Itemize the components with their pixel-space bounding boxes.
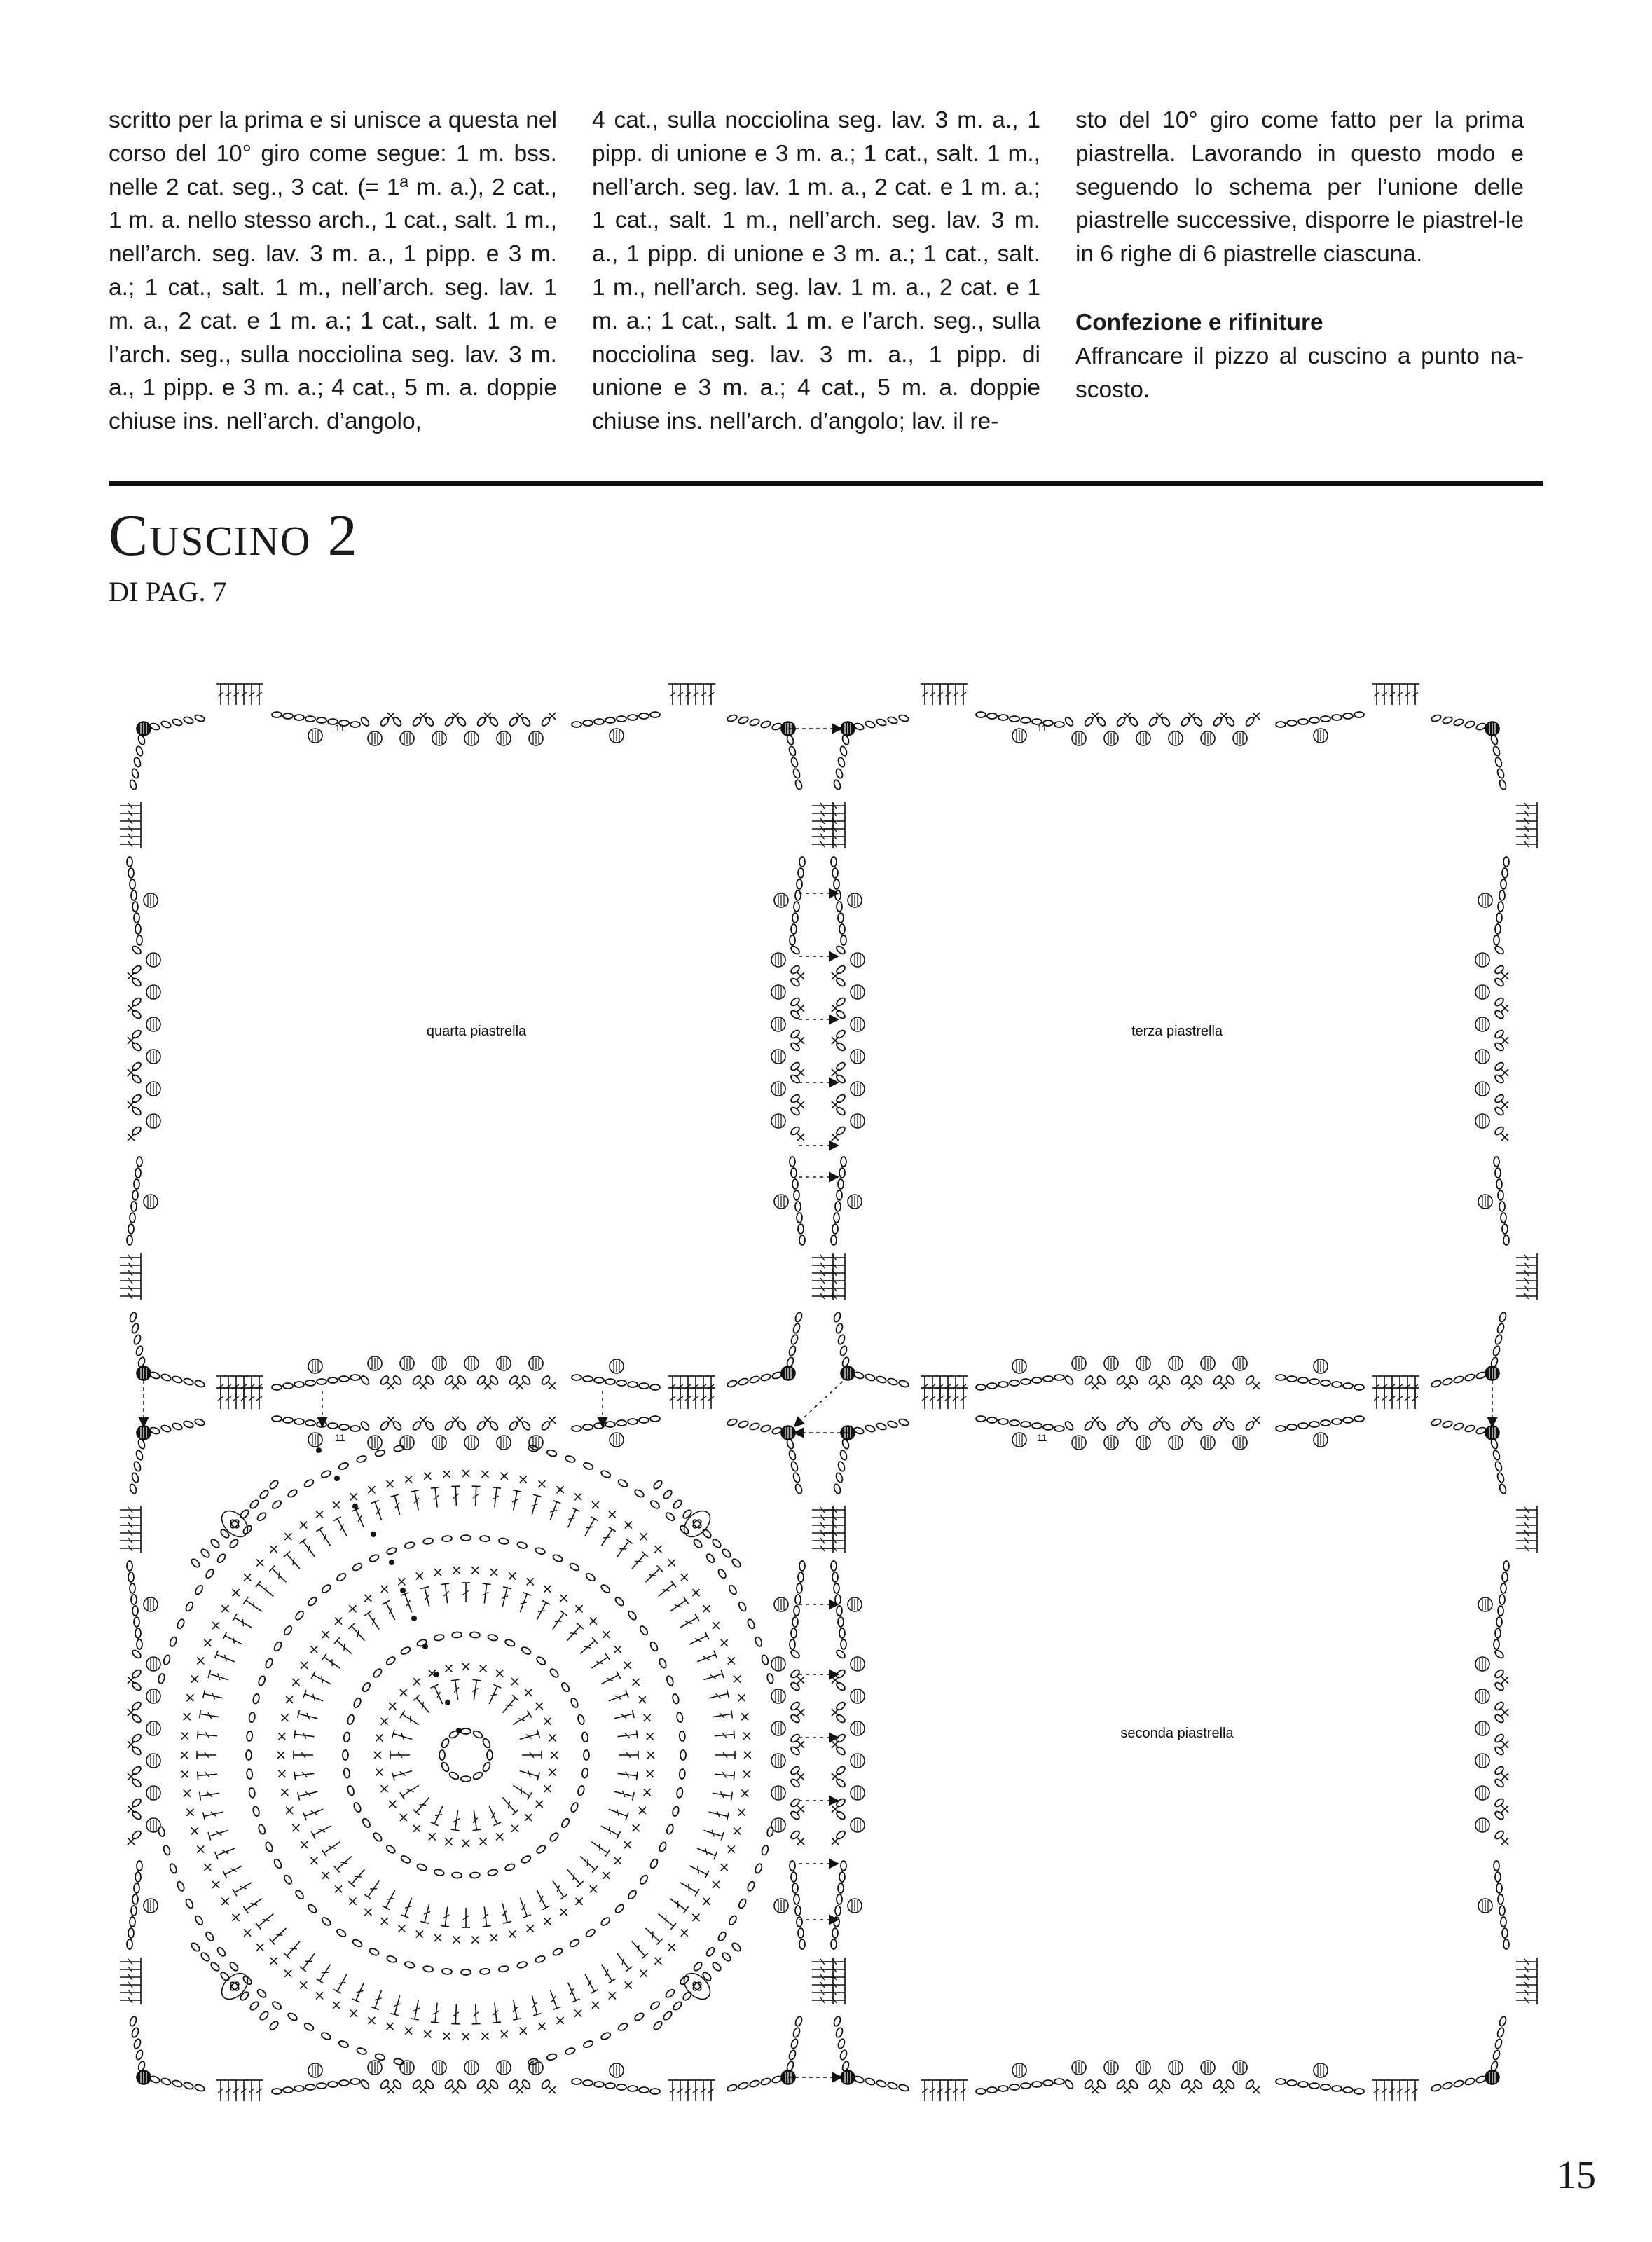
diagram-tiles (120, 684, 1537, 2101)
paragraph: Affrancare il pizzo al cuscino a punto na-scosto. (1075, 343, 1524, 403)
label-terza-piastrella: terza piastrella (1131, 1024, 1223, 1039)
round-start-label: 11 (335, 1432, 345, 1443)
label-seconda-piastrella: seconda piastrella (1120, 1726, 1234, 1741)
round-start-label: 11 (1037, 722, 1047, 734)
round-start-label: 11 (1037, 1432, 1047, 1443)
subheading-finishing: Confezione e rifiniture (1075, 309, 1323, 336)
paragraph: scritto per la prima e si unisce a questa nel corso del 10° giro come segue: 1 m. bss. nelle 2 cat. seg., 3 cat. (= 1ª m. a.), 2 cat., 1 m. a. nello stesso arch., 1 cat., salt. 1 m., nell’arch. seg. lav. 3 m. a., 1 pipp. e 3 m. a.; 1 cat., salt. 1 m., nell’arch. seg. lav. 1 m. a., 2 cat. e 1 m. a.; 1 cat., salt. 1 m. e l’arch. seg., sulla nocciolina seg. lav. 3 m. a., 1 pipp. e 3 m. a.; 4 cat., 5 m. a. doppie chiuse ins. nell’arch. d’angolo, (109, 107, 557, 435)
round-start-label: 11 (335, 722, 345, 734)
page-number: 15 (1557, 2154, 1596, 2197)
section-title: Cuscino 2 (109, 503, 359, 568)
diagram-joins (144, 729, 1492, 2077)
label-quarta-piastrella: quarta piastrella (426, 1024, 527, 1039)
paragraph: sto del 10° giro come fatto per la prima piastrella. Lavorando in questo modo e seguendo lo schema per l’unione delle piastrelle successive, disporre le piastrel-le in 6 righe di 6 piastrelle ciascuna. (1075, 107, 1524, 268)
tile-pattern-detail (158, 1445, 774, 2065)
paragraph: 4 cat., sulla nocciolina seg. lav. 3 m. a., 1 pipp. di unione e 3 m. a.; 1 cat., salt. 1 m., nell’arch. seg. lav. 1 m. a., 2 cat. e 1 m. a.; 1 cat., salt. 1 m., nell’arch. seg. lav. 3 m. a., 1 pipp. di unione e 3 m. a.; 1 cat., salt. 1 m., nell’arch. seg. lav. 1 m. a., 2 cat. e 1 m. a.; 1 cat., salt. 1 m. e l’arch. seg., sulla nocciolina seg. lav. 3 m. a., 1 pipp. di unione e 3 m. a.; 4 cat., 5 m. a. doppie chiuse ins. nell’arch. d’angolo; lav. il re- (592, 107, 1040, 435)
section-subtitle: DI PAG. 7 (109, 576, 227, 607)
